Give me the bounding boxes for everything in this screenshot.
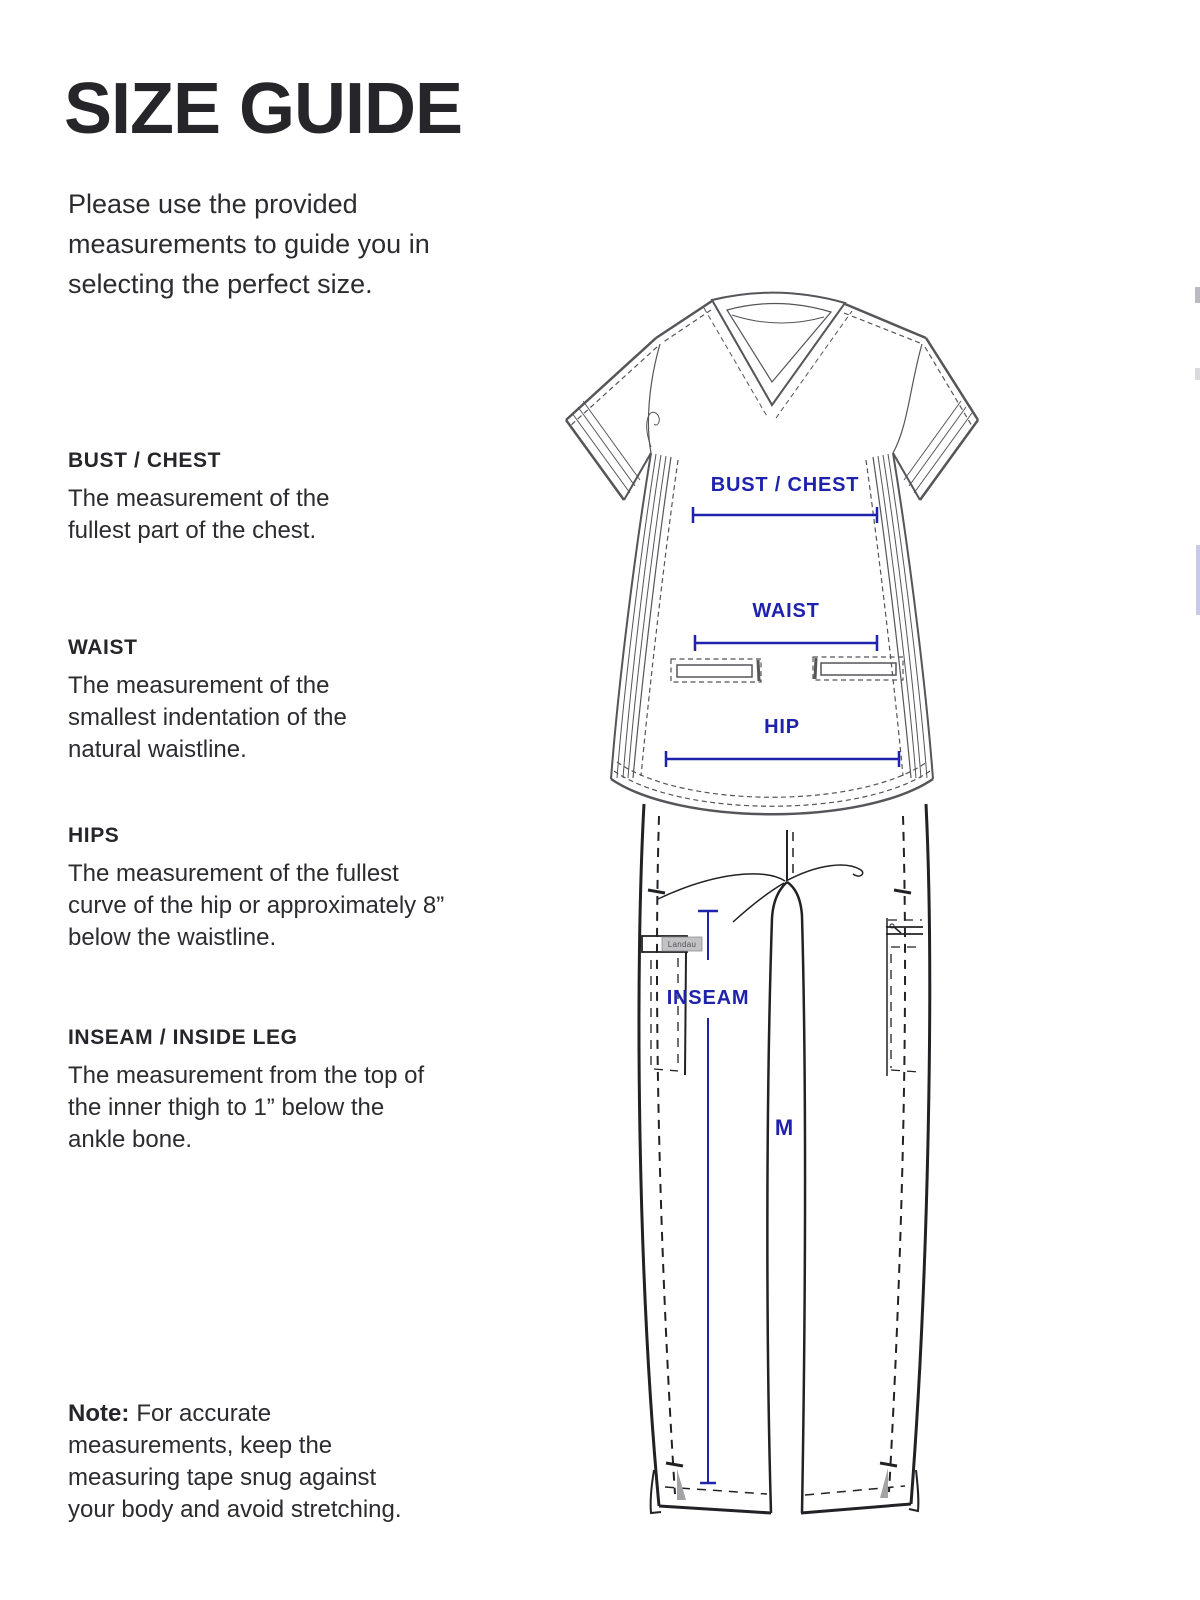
section-bust-chest bbox=[68, 449, 358, 547]
section-inseam bbox=[68, 1026, 428, 1156]
page-edge-artifact bbox=[1195, 368, 1200, 380]
section-heading: BUST / CHEST bbox=[68, 449, 222, 472]
hip-measurement bbox=[666, 716, 899, 767]
section-body: The measurement from the top of the inner thigh to 1” below the ankle bone. bbox=[68, 1062, 425, 1153]
bust-measurement bbox=[693, 474, 877, 523]
page-edge-artifact bbox=[1195, 287, 1200, 303]
section-hips bbox=[68, 824, 448, 954]
hem-vent-shade bbox=[880, 1468, 888, 1498]
bust-label: BUST / CHEST bbox=[710, 474, 860, 496]
hem-vent-shade bbox=[677, 1469, 686, 1500]
brand-tag-text: Landau bbox=[667, 940, 697, 949]
garment-diagram bbox=[520, 270, 1000, 1550]
note-text: Note: For accurate measurements, keep the measuring tape snug against your body and avoid stretching. bbox=[68, 1400, 402, 1523]
intro-text: Please use the provided measurements to guide you in selecting the perfect size. bbox=[68, 189, 430, 299]
waist-label: WAIST bbox=[752, 600, 820, 622]
v-neck-collar bbox=[704, 293, 852, 418]
note-label: Note: bbox=[68, 1400, 130, 1427]
section-heading: INSEAM / INSIDE LEG bbox=[68, 1026, 298, 1049]
inseam-label: INSEAM bbox=[666, 987, 750, 1009]
welt-pocket-right bbox=[813, 657, 903, 680]
section-heading: WAIST bbox=[68, 636, 138, 659]
inseam-measurement bbox=[667, 911, 750, 1483]
page-title: SIZE GUIDE bbox=[64, 69, 463, 149]
size-label: M bbox=[774, 1115, 794, 1140]
drawstring-drawing bbox=[658, 865, 863, 922]
section-body: The measurement of the smallest indentation of the natural waistline. bbox=[68, 672, 347, 763]
section-heading: HIPS bbox=[68, 824, 120, 847]
measurement-annotations bbox=[666, 474, 899, 1483]
hip-label: HIP bbox=[764, 716, 800, 738]
section-body: The measurement of the fullest curve of the hip or approximately 8” below the waistline. bbox=[68, 860, 445, 951]
waist-measurement bbox=[695, 600, 877, 651]
section-body: The measurement of the fullest part of the chest. bbox=[68, 485, 330, 544]
scrub-pants-drawing bbox=[639, 804, 930, 1513]
section-waist bbox=[68, 636, 378, 766]
welt-pocket-left bbox=[671, 659, 761, 682]
page-edge-artifact bbox=[1196, 545, 1200, 615]
